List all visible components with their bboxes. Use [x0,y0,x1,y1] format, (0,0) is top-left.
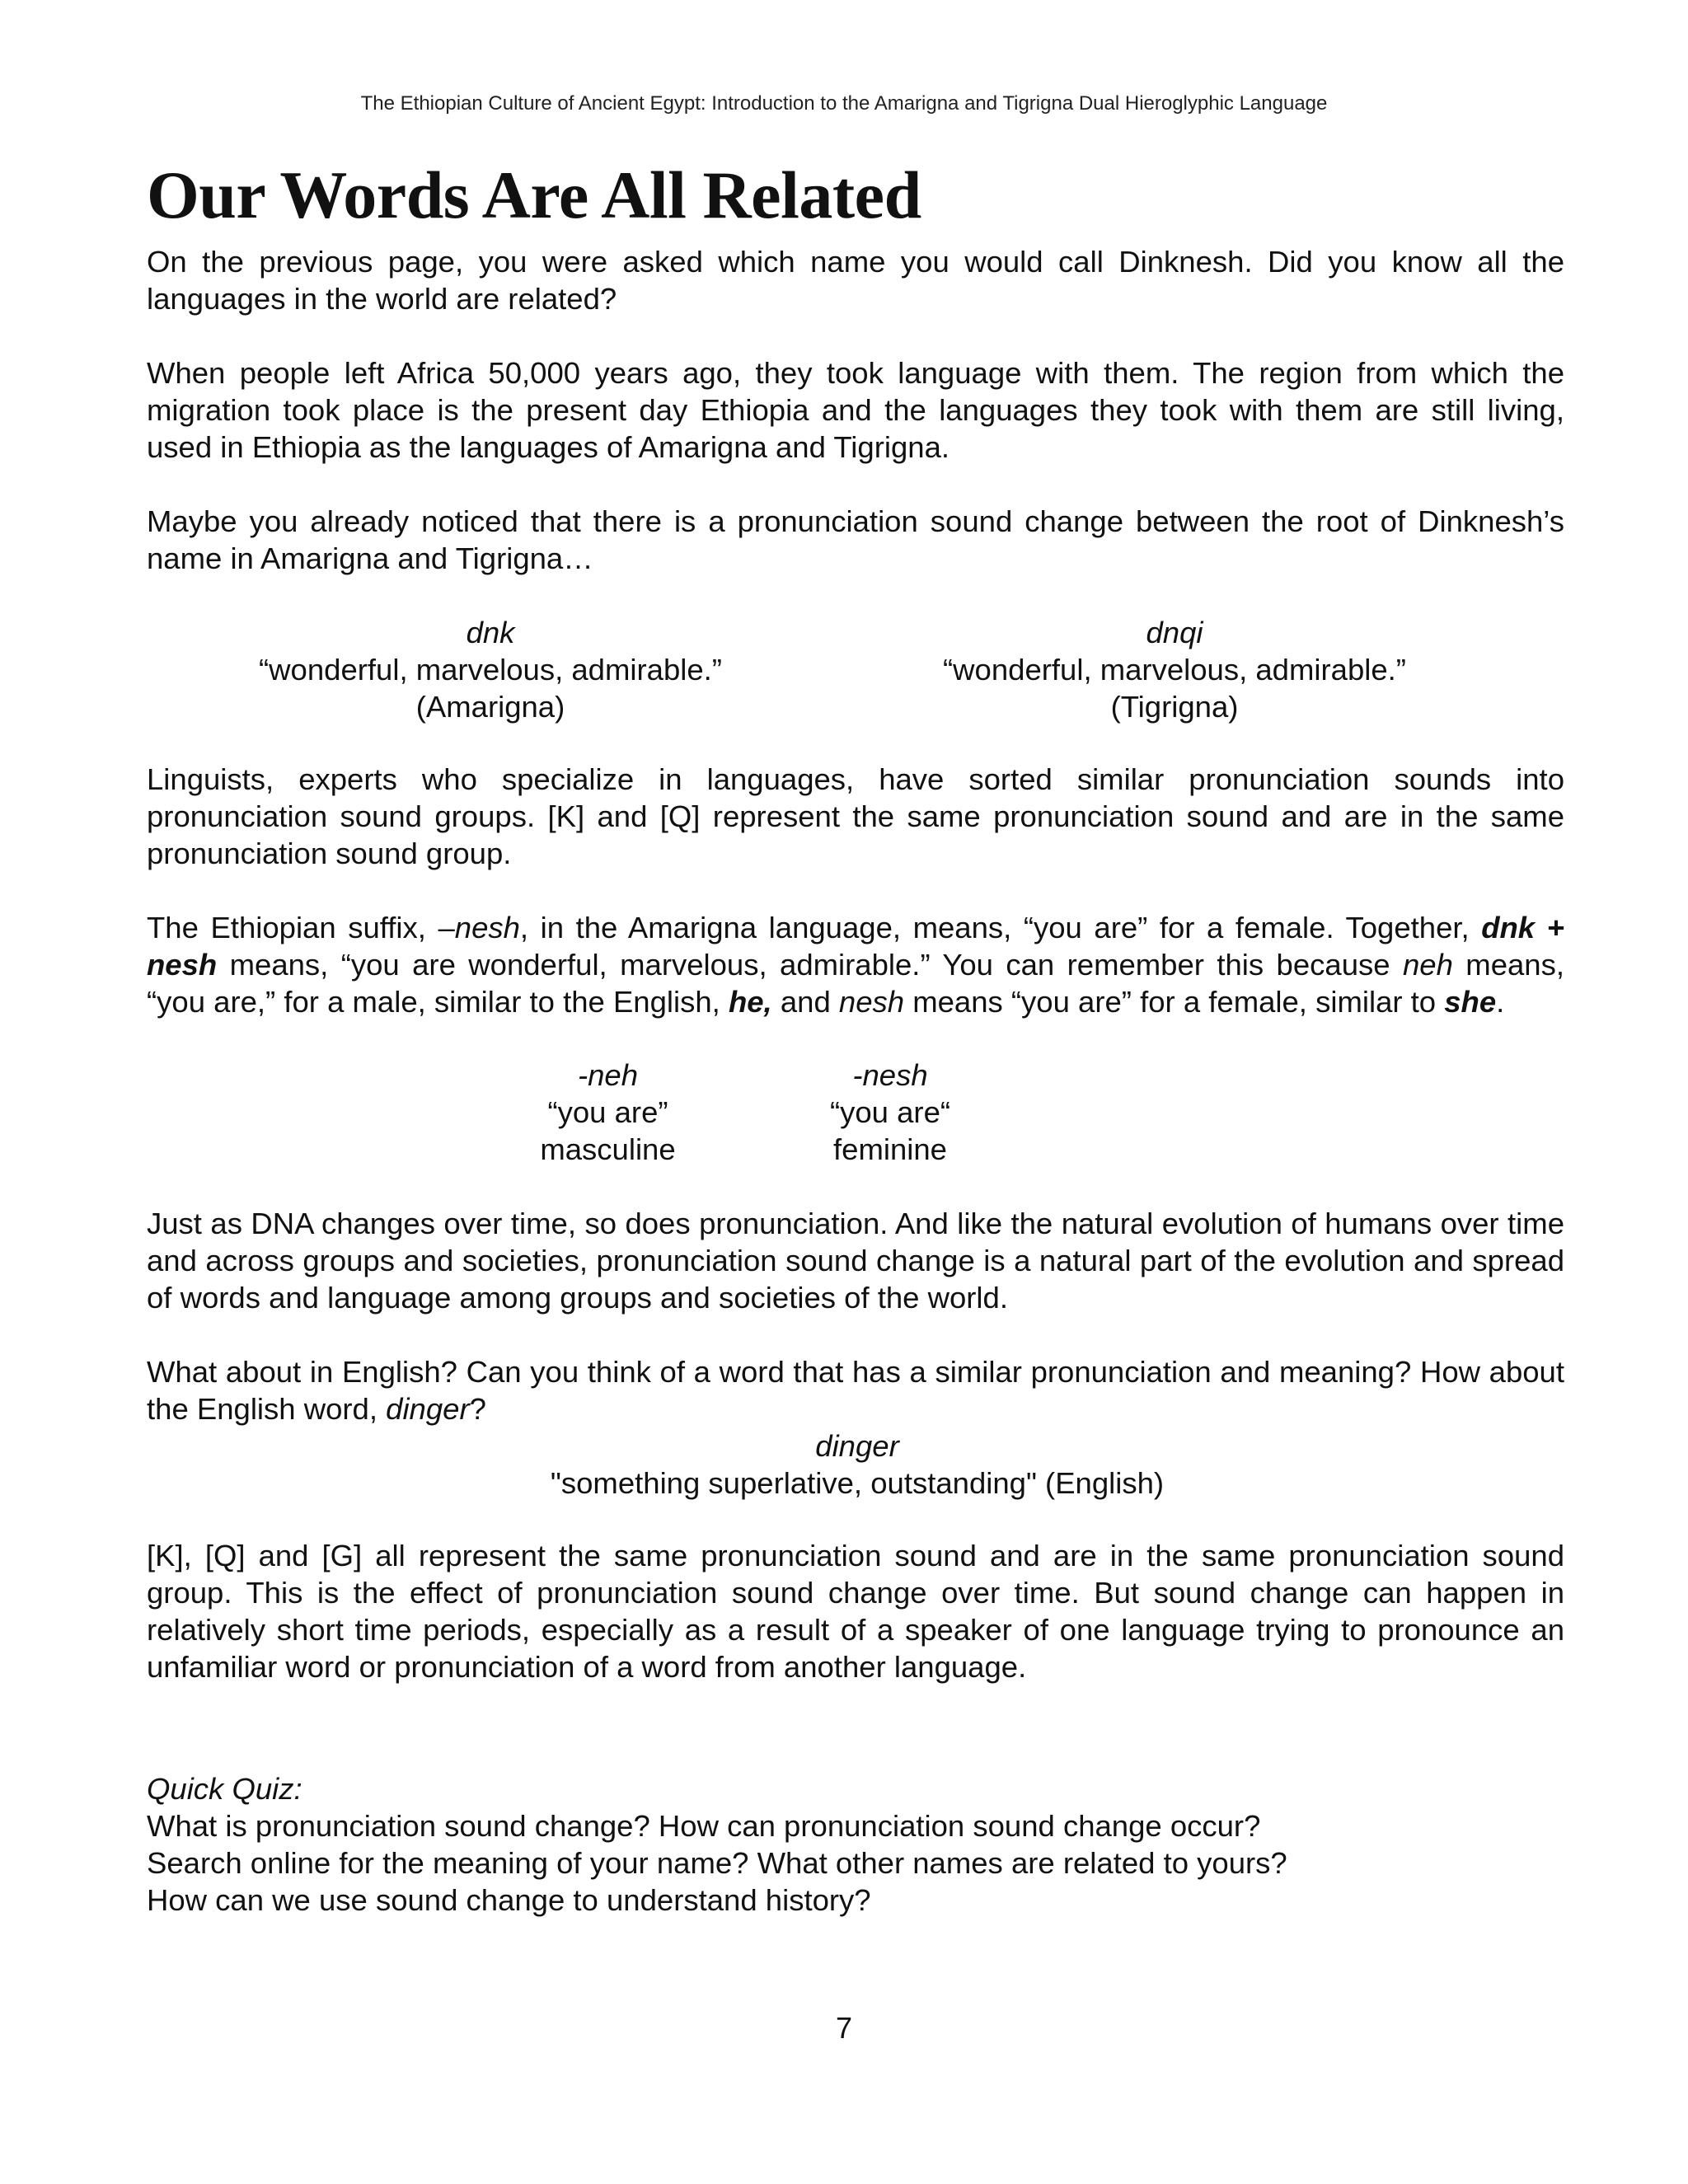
suffix-gender: feminine [833,1132,947,1166]
quiz-question: What is pronunciation sound change? How can pronunciation sound change occur? [147,1809,1261,1843]
root-language: (Tigrigna) [1110,690,1239,724]
paragraph-migration: When people left Africa 50,000 years ago, they took language with them. The region from which the migration took place is the present day Ethiopia and the languages they took with them are still living, used in Ethiopia as the languages of Amarigna and Tigrigna. [147,356,1564,464]
suffix-word: -neh [577,1058,639,1092]
page-title: Our Words Are All Related [147,157,921,232]
paragraph-intro: On the previous page, you were asked which name you would call Dinknesh. Did you know all the languages in the world are related? [147,245,1564,316]
page-number: 7 [835,2011,853,2045]
root-word: dnqi [1146,616,1203,649]
english-example [429,1427,1286,1502]
suffix-meaning: “you are” [547,1095,668,1129]
root-language: (Amarigna) [415,690,565,724]
quick-quiz [147,1770,1287,1919]
english-meaning: "something superlative, outstanding" (English) [550,1466,1165,1500]
paragraph-english: What about in English? Can you think of a word that has a similar pronunciation and meaning? How about the English word, dinger? [147,1355,1564,1426]
running-header: The Ethiopian Culture of Ancient Egypt: Introduction to the Amarigna and Tigrigna Dual Hieroglyphic Language [360,92,1328,115]
root-word: dnk [466,616,515,649]
root-meaning: “wonderful, marvelous, admirable.” [943,653,1406,687]
suffix-meaning: “you are“ [829,1095,951,1129]
paragraph-suffix: The Ethiopian suffix, –nesh, in the Amarigna language, means, “you are” for a female. Together, dnk + nesh means, “you are wonderful, marvelous, admirable.” You can remember this because neh means, “you are,” for a male, similar to the English, he, and nesh means “you are” for a female, similar to she. [147,911,1564,1019]
paragraph-sound-change: Maybe you already noticed that there is a pronunciation sound change between the root of Dinknesh’s name in Amarigna and Tigrigna… [147,504,1564,575]
quiz-heading: Quick Quiz: [147,1772,302,1806]
suffix-word: -nesh [852,1058,928,1092]
english-word: dinger [815,1429,899,1463]
quiz-question: How can we use sound change to understand history? [147,1883,871,1917]
root-amarigna [231,614,750,725]
root-tigrigna [915,614,1434,725]
paragraph-dna: Just as DNA changes over time, so does pronunciation. And like the natural evolution of humans over time and across groups and societies, pronunciation sound change is a natural part of the evolution and spread of words and language among groups and societies of the world. [147,1207,1564,1315]
suffix-feminine [783,1057,997,1168]
suffix-gender: masculine [540,1132,676,1166]
paragraph-sound-groups: [K], [Q] and [G] all represent the same pronunciation sound and are in the same pronunciation sound group. This is the effect of pronunciation sound change over time. But sound change can happen in relatively short time periods, especially as a result of a speaker of one language trying to pronounce an unfamiliar word or pronunciation of a word from another language. [147,1539,1564,1684]
suffix-masculine [495,1057,721,1168]
root-meaning: “wonderful, marvelous, admirable.” [259,653,722,687]
quiz-question: Search online for the meaning of your name? What other names are related to yours? [147,1846,1287,1880]
paragraph-linguists: Linguists, experts who specialize in languages, have sorted similar pronunciation sounds into pronunciation sound groups. [K] and [Q] represent the same pronunciation sound and are in the same pronunciation sound group. [147,762,1564,870]
